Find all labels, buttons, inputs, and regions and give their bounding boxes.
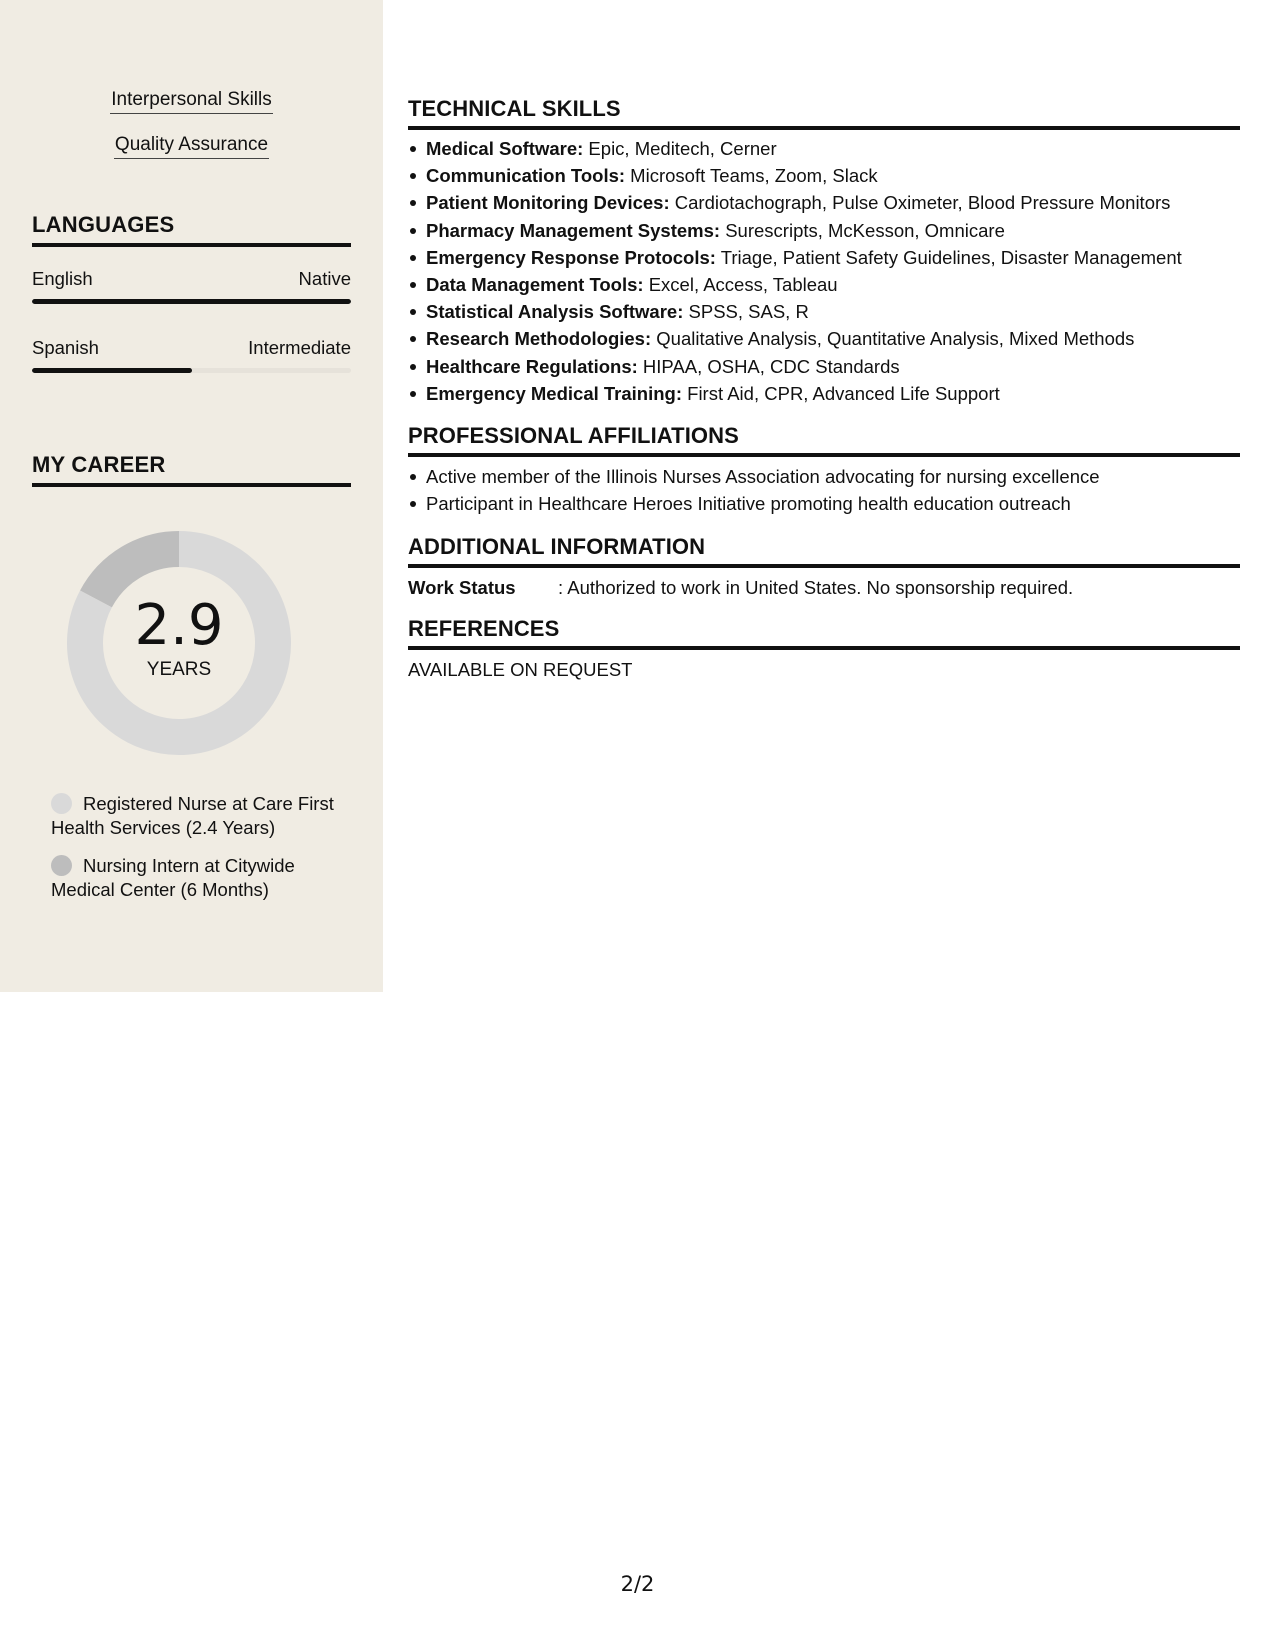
affiliations-list (408, 463, 1258, 517)
language-row (32, 337, 351, 359)
career-total-value: 2.9 (134, 593, 224, 658)
language-proficiency-bar (32, 368, 351, 373)
technical-skills-list (408, 135, 1258, 407)
career-donut-center (66, 530, 292, 756)
language-proficiency-fill (32, 299, 351, 304)
technical-skill-label: Patient Monitoring Devices: (426, 192, 670, 214)
affiliation-item: Participant in Healthcare Heroes Initiative promoting health education outreach (426, 490, 1258, 517)
references-heading: REFERENCES (408, 616, 1240, 650)
language-level: Native (298, 268, 351, 289)
technical-skill-value: HIPAA, OSHA, CDC Standards (637, 355, 900, 377)
technical-skill-label: Research Methodologies: (426, 328, 652, 350)
technical-skill-value: Excel, Access, Tableau (643, 274, 838, 296)
references-text: AVAILABLE ON REQUEST (408, 659, 633, 680)
technical-skill-value: Microsoft Teams, Zoom, Slack (625, 165, 878, 187)
technical-skill-item (426, 189, 1258, 216)
language-name: English (32, 268, 93, 289)
technical-skill-value: Cardiotachograph, Pulse Oximeter, Blood Pressure Monitors (669, 192, 1171, 214)
career-heading: MY CAREER (32, 452, 351, 487)
career-donut-chart (66, 530, 292, 756)
technical-skill-label: Emergency Medical Training: (426, 382, 682, 404)
career-legend-item (51, 854, 341, 902)
technical-skill-item (426, 135, 1258, 162)
affiliation-item: Active member of the Illinois Nurses Association advocating for nursing excellence (426, 463, 1258, 490)
technical-skill-label: Communication Tools: (426, 165, 626, 187)
technical-skill-label: Statistical Analysis Software: (426, 301, 684, 323)
affiliations-heading: PROFESSIONAL AFFILIATIONS (408, 423, 1240, 457)
career-legend-label: Registered Nurse at Care First Health Services (2.4 Years) (51, 793, 334, 838)
language-row (32, 268, 351, 290)
skill-tag (0, 88, 383, 114)
technical-skill-item (426, 162, 1258, 189)
work-status-value: : Authorized to work in United States. No sponsorship required. (558, 577, 1074, 598)
technical-skill-item (426, 353, 1258, 380)
skill-tag-label: Interpersonal Skills (110, 88, 273, 114)
career-total-unit: YEARS (146, 659, 212, 680)
technical-skill-value: Triage, Patient Safety Guidelines, Disaster Management (715, 246, 1182, 268)
technical-skill-value: Surescripts, McKesson, Omnicare (720, 219, 1005, 241)
technical-skill-label: Healthcare Regulations: (426, 355, 638, 377)
legend-dot-icon (51, 855, 72, 876)
career-legend-item (51, 792, 341, 840)
skill-tag-label: Quality Assurance (114, 133, 269, 159)
technical-skill-value: SPSS, SAS, R (683, 301, 809, 323)
technical-skills-heading: TECHNICAL SKILLS (408, 96, 1240, 130)
languages-heading: LANGUAGES (32, 212, 351, 247)
work-status-label: Work Status (408, 577, 516, 598)
technical-skill-value: Epic, Meditech, Cerner (583, 138, 777, 159)
language-proficiency-fill (32, 368, 192, 373)
additional-info-heading: ADDITIONAL INFORMATION (408, 534, 1240, 568)
technical-skill-item (426, 325, 1258, 352)
technical-skill-label: Pharmacy Management Systems: (426, 219, 721, 241)
language-level: Intermediate (248, 337, 351, 358)
technical-skill-label: Data Management Tools: (426, 274, 644, 296)
sidebar (0, 0, 383, 992)
technical-skill-item (426, 380, 1258, 407)
language-name: Spanish (32, 337, 99, 358)
technical-skill-item (426, 244, 1258, 271)
technical-skill-label: Emergency Response Protocols: (426, 246, 716, 268)
technical-skill-label: Medical Software: (426, 138, 584, 159)
technical-skill-value: First Aid, CPR, Advanced Life Support (682, 382, 1000, 404)
career-legend-label: Nursing Intern at Citywide Medical Center (6 Months) (51, 855, 295, 900)
legend-dot-icon (51, 793, 72, 814)
skill-tag (0, 133, 383, 159)
technical-skill-item (426, 271, 1258, 298)
technical-skill-value: Qualitative Analysis, Quantitative Analysis, Mixed Methods (651, 328, 1135, 350)
technical-skill-item (426, 217, 1258, 244)
language-proficiency-bar (32, 299, 351, 304)
technical-skill-item (426, 298, 1258, 325)
page-number: 2/2 (620, 1572, 655, 1596)
